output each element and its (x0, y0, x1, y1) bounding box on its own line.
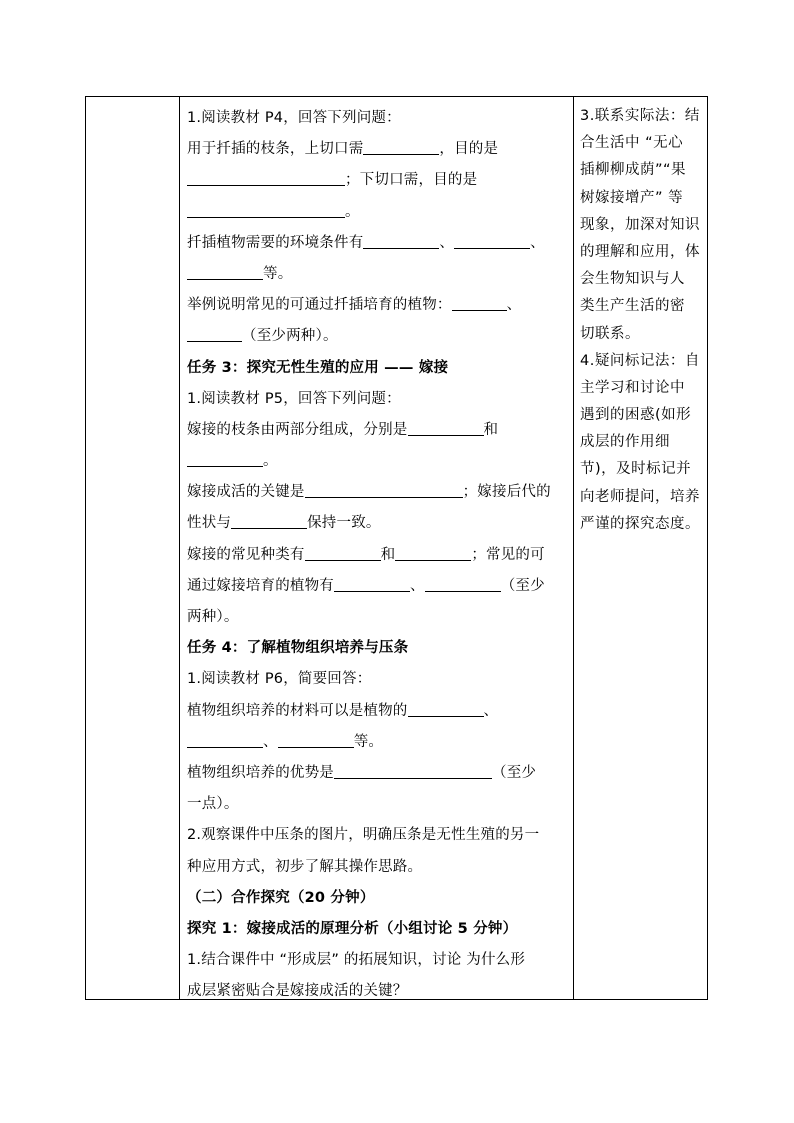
activity-line (187, 228, 571, 259)
activity-text: ，目的是 (418, 172, 478, 189)
activity-line (187, 197, 571, 228)
activity-text: 嫁接的常见种类有 (187, 546, 305, 563)
activity-text: ；下切口需 (345, 172, 419, 189)
activity-text: 植物组织培养的优势是 (187, 764, 334, 781)
activity-text: 和 (380, 546, 396, 563)
student-activity-cell (187, 103, 571, 1007)
stage-cell (86, 97, 179, 999)
activity-line (187, 602, 571, 633)
fill-in-blank[interactable] (187, 732, 263, 748)
activity-text: 1.阅读教材 P6，简要回答： (187, 671, 372, 688)
activity-line (187, 758, 571, 789)
activity-text: 、 (439, 234, 455, 251)
fill-in-blank[interactable] (187, 202, 345, 218)
activity-line (187, 290, 571, 321)
method-line: 遇到的困惑(如形 (580, 407, 692, 424)
study-method-cell (580, 103, 706, 538)
method-line: 合生活中 “无心 (580, 135, 684, 152)
section-heading (187, 914, 571, 945)
activity-text: 一点）。 (187, 796, 239, 813)
activity-line (187, 415, 571, 446)
activity-line (187, 696, 571, 727)
activity-text: 和 (483, 421, 499, 438)
activity-text: 、 (506, 297, 522, 314)
activity-line (187, 664, 571, 695)
fill-in-blank[interactable] (334, 763, 492, 779)
activity-line (187, 852, 571, 883)
column-divider-left (179, 97, 180, 999)
activity-line (187, 945, 571, 976)
fill-in-blank[interactable] (363, 233, 439, 249)
section-heading (187, 633, 571, 664)
activity-line (187, 571, 571, 602)
activity-text: 任务 3：探究无性生殖的应用 —— 嫁接 (187, 359, 449, 376)
activity-line (187, 103, 571, 134)
activity-text: ；嫁接后代的 (462, 484, 551, 501)
activity-text: 。 (263, 453, 278, 470)
activity-text: 1.阅读教材 P4，回答下列问题： (187, 110, 401, 126)
activity-text: （至少 (500, 577, 545, 594)
fill-in-blank[interactable] (395, 545, 471, 561)
method-line: 严谨的探究态度。 (580, 515, 700, 532)
fill-in-blank[interactable] (425, 576, 501, 592)
fill-in-blank[interactable] (305, 545, 381, 561)
fill-in-blank[interactable] (408, 420, 484, 436)
method-line: 4.疑问标记法：自 (580, 352, 700, 369)
method-line: 会生物知识与人 (580, 271, 685, 288)
method-line: 成层的作用细 (580, 434, 670, 451)
activity-text: 性状与 (187, 515, 232, 532)
method-line: 节)，及时标记并 (580, 461, 692, 478)
activity-text: 等。 (353, 733, 384, 750)
fill-in-blank[interactable] (305, 482, 463, 498)
activity-line (187, 820, 571, 851)
activity-text: 等。 (263, 265, 293, 282)
method-line: 主学习和讨论中 (580, 379, 685, 396)
activity-text: 探究 1：嫁接成活的原理分析（小组讨论 5 分钟） (187, 920, 518, 937)
activity-line (187, 446, 571, 477)
fill-in-blank[interactable] (408, 701, 484, 717)
method-line: 切联系。 (580, 325, 640, 342)
activity-text: ；常见的可 (471, 546, 545, 563)
activity-text: 保持一致。 (307, 515, 381, 532)
activity-text: 、 (410, 577, 425, 594)
activity-line (187, 259, 571, 290)
activity-text: 植物组织培养的材料可以是植物的 (187, 702, 408, 719)
activity-text: 用于扦插的枝条，上切口需 (187, 141, 364, 158)
activity-line (187, 508, 571, 539)
activity-line (187, 165, 571, 196)
fill-in-blank[interactable] (278, 732, 354, 748)
activity-line (187, 540, 571, 571)
fill-in-blank[interactable] (363, 139, 439, 155)
activity-text: 、 (263, 733, 278, 750)
activity-text: （至少 (492, 764, 537, 781)
activity-text: 、 (530, 234, 545, 251)
activity-line (187, 789, 571, 820)
activity-text: ，目的是 (439, 141, 499, 158)
activity-line (187, 134, 571, 165)
activity-line (187, 976, 571, 1007)
method-line: 的理解和应用，体 (580, 243, 700, 260)
activity-text: （至少两种）。 (242, 328, 338, 345)
activity-text: 1.结合课件中 “形成层” 的拓展知识，讨论 为什么形 (187, 952, 526, 969)
activity-text: 举例说明常见的可通过扦插培育的植物： (187, 297, 452, 314)
fill-in-blank[interactable] (187, 264, 263, 280)
fill-in-blank[interactable] (187, 170, 345, 186)
activity-text: 2.观察课件中压条的图片，明确压条是无性生殖的另一 (187, 827, 540, 844)
method-line: 3.联系实际法：结 (580, 108, 700, 124)
activity-line (187, 727, 571, 758)
method-line: 插柳柳成荫”“果 (580, 162, 687, 179)
activity-text: 种应用方式，初步了解其操作思路。 (187, 858, 423, 875)
lesson-plan-table (85, 96, 708, 1000)
method-line: 向老师提问，培养 (580, 488, 700, 505)
activity-text: 两种）。 (187, 609, 239, 625)
activity-line (187, 384, 571, 415)
fill-in-blank[interactable] (187, 451, 263, 467)
section-heading (187, 883, 571, 914)
activity-text: 通过嫁接培育的植物有 (187, 577, 334, 594)
activity-text: 嫁接的枝条由两部分组成，分别是 (187, 421, 408, 438)
activity-text: 、 (483, 702, 499, 719)
activity-text: 扦插植物需要的环境条件有 (187, 234, 364, 251)
fill-in-blank[interactable] (454, 233, 530, 249)
fill-in-blank[interactable] (334, 576, 410, 592)
activity-line (187, 321, 571, 352)
section-heading (187, 353, 571, 384)
activity-text: 成层紧密贴合是嫁接成活的关键？ (187, 983, 408, 1000)
method-line: 类生产生活的密 (580, 298, 685, 315)
activity-text: （二）合作探究（20 分钟） (187, 889, 375, 906)
column-divider-right (573, 97, 574, 999)
fill-in-blank[interactable] (231, 513, 307, 529)
fill-in-blank[interactable] (187, 326, 242, 342)
method-line: 现象，加深对知识 (580, 216, 700, 233)
fill-in-blank[interactable] (452, 295, 507, 311)
activity-text: 。 (345, 203, 360, 220)
activity-text: 任务 4：了解植物组织培养与压条 (187, 640, 409, 657)
method-line: 树嫁接增产” 等 (580, 189, 684, 206)
activity-text: 嫁接成活的关键是 (187, 484, 305, 501)
activity-text: 1.阅读教材 P5，回答下列问题： (187, 390, 401, 407)
activity-line (187, 477, 571, 508)
